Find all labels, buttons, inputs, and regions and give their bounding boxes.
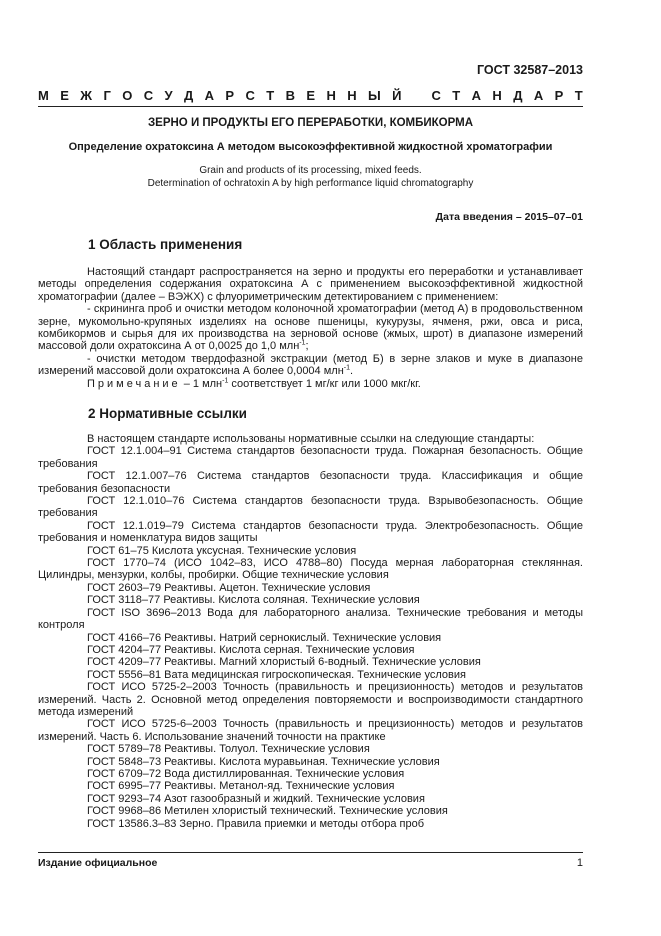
- banner-letter: Д: [183, 87, 194, 103]
- banner-space: [413, 88, 420, 103]
- reference-item: ГОСТ 12.1.010–76 Система стандартов безопасности труда. Взрывобезопасность. Общие требования: [38, 495, 583, 520]
- unit-exponent: -1: [343, 364, 351, 372]
- banner-letter: Р: [225, 87, 235, 103]
- section-1-paragraph: Настоящий стандарт распространяется на зерно и продукты его переработки и устанавливает методы определения содержания охратоксина А с применением высокоэффективной жидкостной хроматографии (далее – ВЭЖХ) с флуориметрическим детектированием с применением:: [38, 266, 583, 303]
- banner-letter: А: [533, 87, 544, 103]
- banner-letter: Н: [492, 87, 502, 103]
- reference-item: ГОСТ 13586.3–83 Зерно. Правила приемки и методы отбора проб: [87, 817, 425, 830]
- banner-divider: [38, 106, 583, 107]
- reference-item: ГОСТ 4204–77 Реактивы. Кислота серная. Технические условия: [87, 643, 415, 656]
- reference-item: ГОСТ 9968–86 Метилен хлористый технический. Технические условия: [87, 805, 448, 818]
- introduction-date: Дата введения – 2015–07–01: [435, 211, 583, 223]
- banner-letter: У: [164, 87, 173, 103]
- banner-letter: М: [38, 87, 49, 103]
- standard-type-banner: [38, 86, 583, 104]
- reference-item: ГОСТ 5848–73 Реактивы. Кислота муравьиная. Технические условия: [87, 755, 440, 768]
- reference-item: ГОСТ 5556–81 Вата медицинская гигроскопическая. Технические условия: [87, 668, 466, 681]
- banner-letter: О: [122, 87, 133, 103]
- reference-item: ГОСТ 2603–79 Реактивы. Ацетон. Технические условия: [87, 581, 371, 594]
- banner-letter: В: [285, 87, 295, 103]
- english-title-line-1: Grain and products of its processing, mixed feeds.: [199, 165, 422, 176]
- reference-item: ГОСТ ИСО 5725-2–2003 Точность (правильность и прецизионность) методов и результатов измерений. Часть 2. Основной метод определения повторяемости и воспроизводимости стандартного метода измерений: [38, 681, 583, 718]
- section-1-item-method-a: [38, 303, 583, 353]
- banner-letter: Й: [392, 87, 402, 103]
- references-intro: В настоящем стандарте использованы нормативные ссылки на следующие стандарты:: [87, 433, 535, 445]
- banner-letter: Д: [513, 87, 523, 103]
- section-1-body: [38, 266, 583, 390]
- reference-item: ГОСТ 5789–78 Реактивы. Толуол. Технические условия: [87, 743, 370, 756]
- banner-letter: Е: [60, 87, 69, 103]
- unit-exponent: -1: [222, 377, 229, 384]
- banner-letter: Н: [347, 87, 357, 103]
- banner-letter: Н: [326, 87, 336, 103]
- item-end: .: [350, 365, 354, 378]
- banner-letter: С: [143, 87, 154, 103]
- official-edition-label: Издание официальное: [38, 857, 158, 869]
- footer-divider: [38, 852, 583, 853]
- reference-item: ГОСТ 4209–77 Реактивы. Магний хлористый 6-водный. Технические условия: [87, 656, 481, 669]
- banner-letter: Ж: [80, 87, 93, 103]
- document-subtitle: Определение охратоксина А методом высокоэффективной жидкостной хроматографии: [68, 141, 553, 153]
- item-end: ;: [305, 340, 309, 353]
- reference-item: ГОСТ 4166–76 Реактивы. Натрий сернокислый. Технические условия: [87, 631, 442, 644]
- banner-letter: Т: [266, 87, 275, 103]
- banner-letter: Т: [574, 87, 583, 103]
- banner-letter: С: [431, 87, 441, 103]
- reference-item: ГОСТ 3118–77 Реактивы. Кислота соляная. Технические условия: [87, 594, 420, 607]
- section-1-note: [38, 378, 583, 390]
- banner-letter: Г: [103, 87, 111, 103]
- document-title: ЗЕРНО И ПРОДУКТЫ ЕГО ПЕРЕРАБОТКИ, КОМБИКОРМА: [147, 117, 474, 129]
- banner-letter: А: [471, 87, 482, 103]
- banner-letter: Т: [452, 87, 461, 103]
- section-1-item-method-b: [38, 353, 583, 378]
- reference-item: ГОСТ 9293–74 Азот газообразный и жидкий. Технические условия: [87, 792, 425, 805]
- item-text: - скрининга проб и очистки методом колоночной хроматографии (метод А) в продовольственном зерне, мукомольно-крупяных изделиях на основе пшеницы, кукурузы, ячменя, ржи, овса и риса, комбикормов и сырья для их производства на зерновой основе (жмых, шрот) в диапазоне измерений массовой доли охратоксина А от 0,0025 до 1,0 млн: [38, 303, 583, 353]
- reference-item: ГОСТ 12.1.019–79 Система стандартов безопасности труда. Электробезопасность. Общие требования и номенклатура видов защиты: [38, 519, 583, 545]
- note-text-b: соответствует 1 мг/кг или 1000 мкг/кг.: [228, 377, 421, 390]
- banner-letter: Е: [306, 87, 316, 103]
- note-label: Примечание: [87, 377, 181, 390]
- banner-letter: А: [204, 87, 215, 103]
- normative-references-list: [38, 433, 583, 830]
- banner-letter: С: [245, 87, 255, 103]
- reference-item: ГОСТ 6709–72 Вода дистиллированная. Технические условия: [87, 767, 405, 780]
- reference-item: ГОСТ ИСО 5725-6–2003 Точность (правильность и прецизионность) методов и результатов измерений. Часть 6. Использование значений точности на практике: [38, 718, 583, 743]
- english-title-line-2: Determination of ochratoxin A by high performance liquid chromatography: [147, 178, 474, 189]
- reference-item: ГОСТ ISO 3696–2013 Вода для лабораторного анализа. Технические требования и методы контроля: [38, 606, 583, 632]
- reference-item: ГОСТ 12.1.007–76 Система стандартов безопасности труда. Классификация и общие требования безопасности: [38, 470, 583, 495]
- reference-item: ГОСТ 12.1.004–91 Система стандартов безопасности труда. Пожарная безопасность. Общие требования: [38, 445, 583, 470]
- section-1-heading: 1 Область применения: [88, 237, 243, 252]
- reference-item: ГОСТ 61–75 Кислота уксусная. Технические условия: [87, 544, 357, 557]
- section-2-heading: 2 Нормативные ссылки: [88, 406, 247, 421]
- reference-item: ГОСТ 1770–74 (ИСО 1042–83, ИСО 4788–80) Посуда мерная лабораторная стеклянная. Цилиндры, мензурки, колбы, пробирки. Общие технические условия: [38, 557, 583, 582]
- reference-item: ГОСТ 6995–77 Реактивы. Метанол-яд. Технические условия: [87, 780, 395, 793]
- banner-letter: Ы: [368, 87, 381, 103]
- english-title: [38, 164, 583, 190]
- standard-code: ГОСТ 32587–2013: [477, 63, 583, 77]
- unit-exponent: -1: [299, 339, 306, 347]
- banner-letter: Р: [554, 87, 564, 103]
- page-number: 1: [576, 857, 583, 869]
- note-text-a: – 1 млн: [180, 377, 223, 390]
- item-text: - очистки методом твердофазной экстракции (метод Б) в зерне злаков и муке в диапазоне измерений массовой доли охратоксина А более 0,0004 млн: [38, 352, 583, 378]
